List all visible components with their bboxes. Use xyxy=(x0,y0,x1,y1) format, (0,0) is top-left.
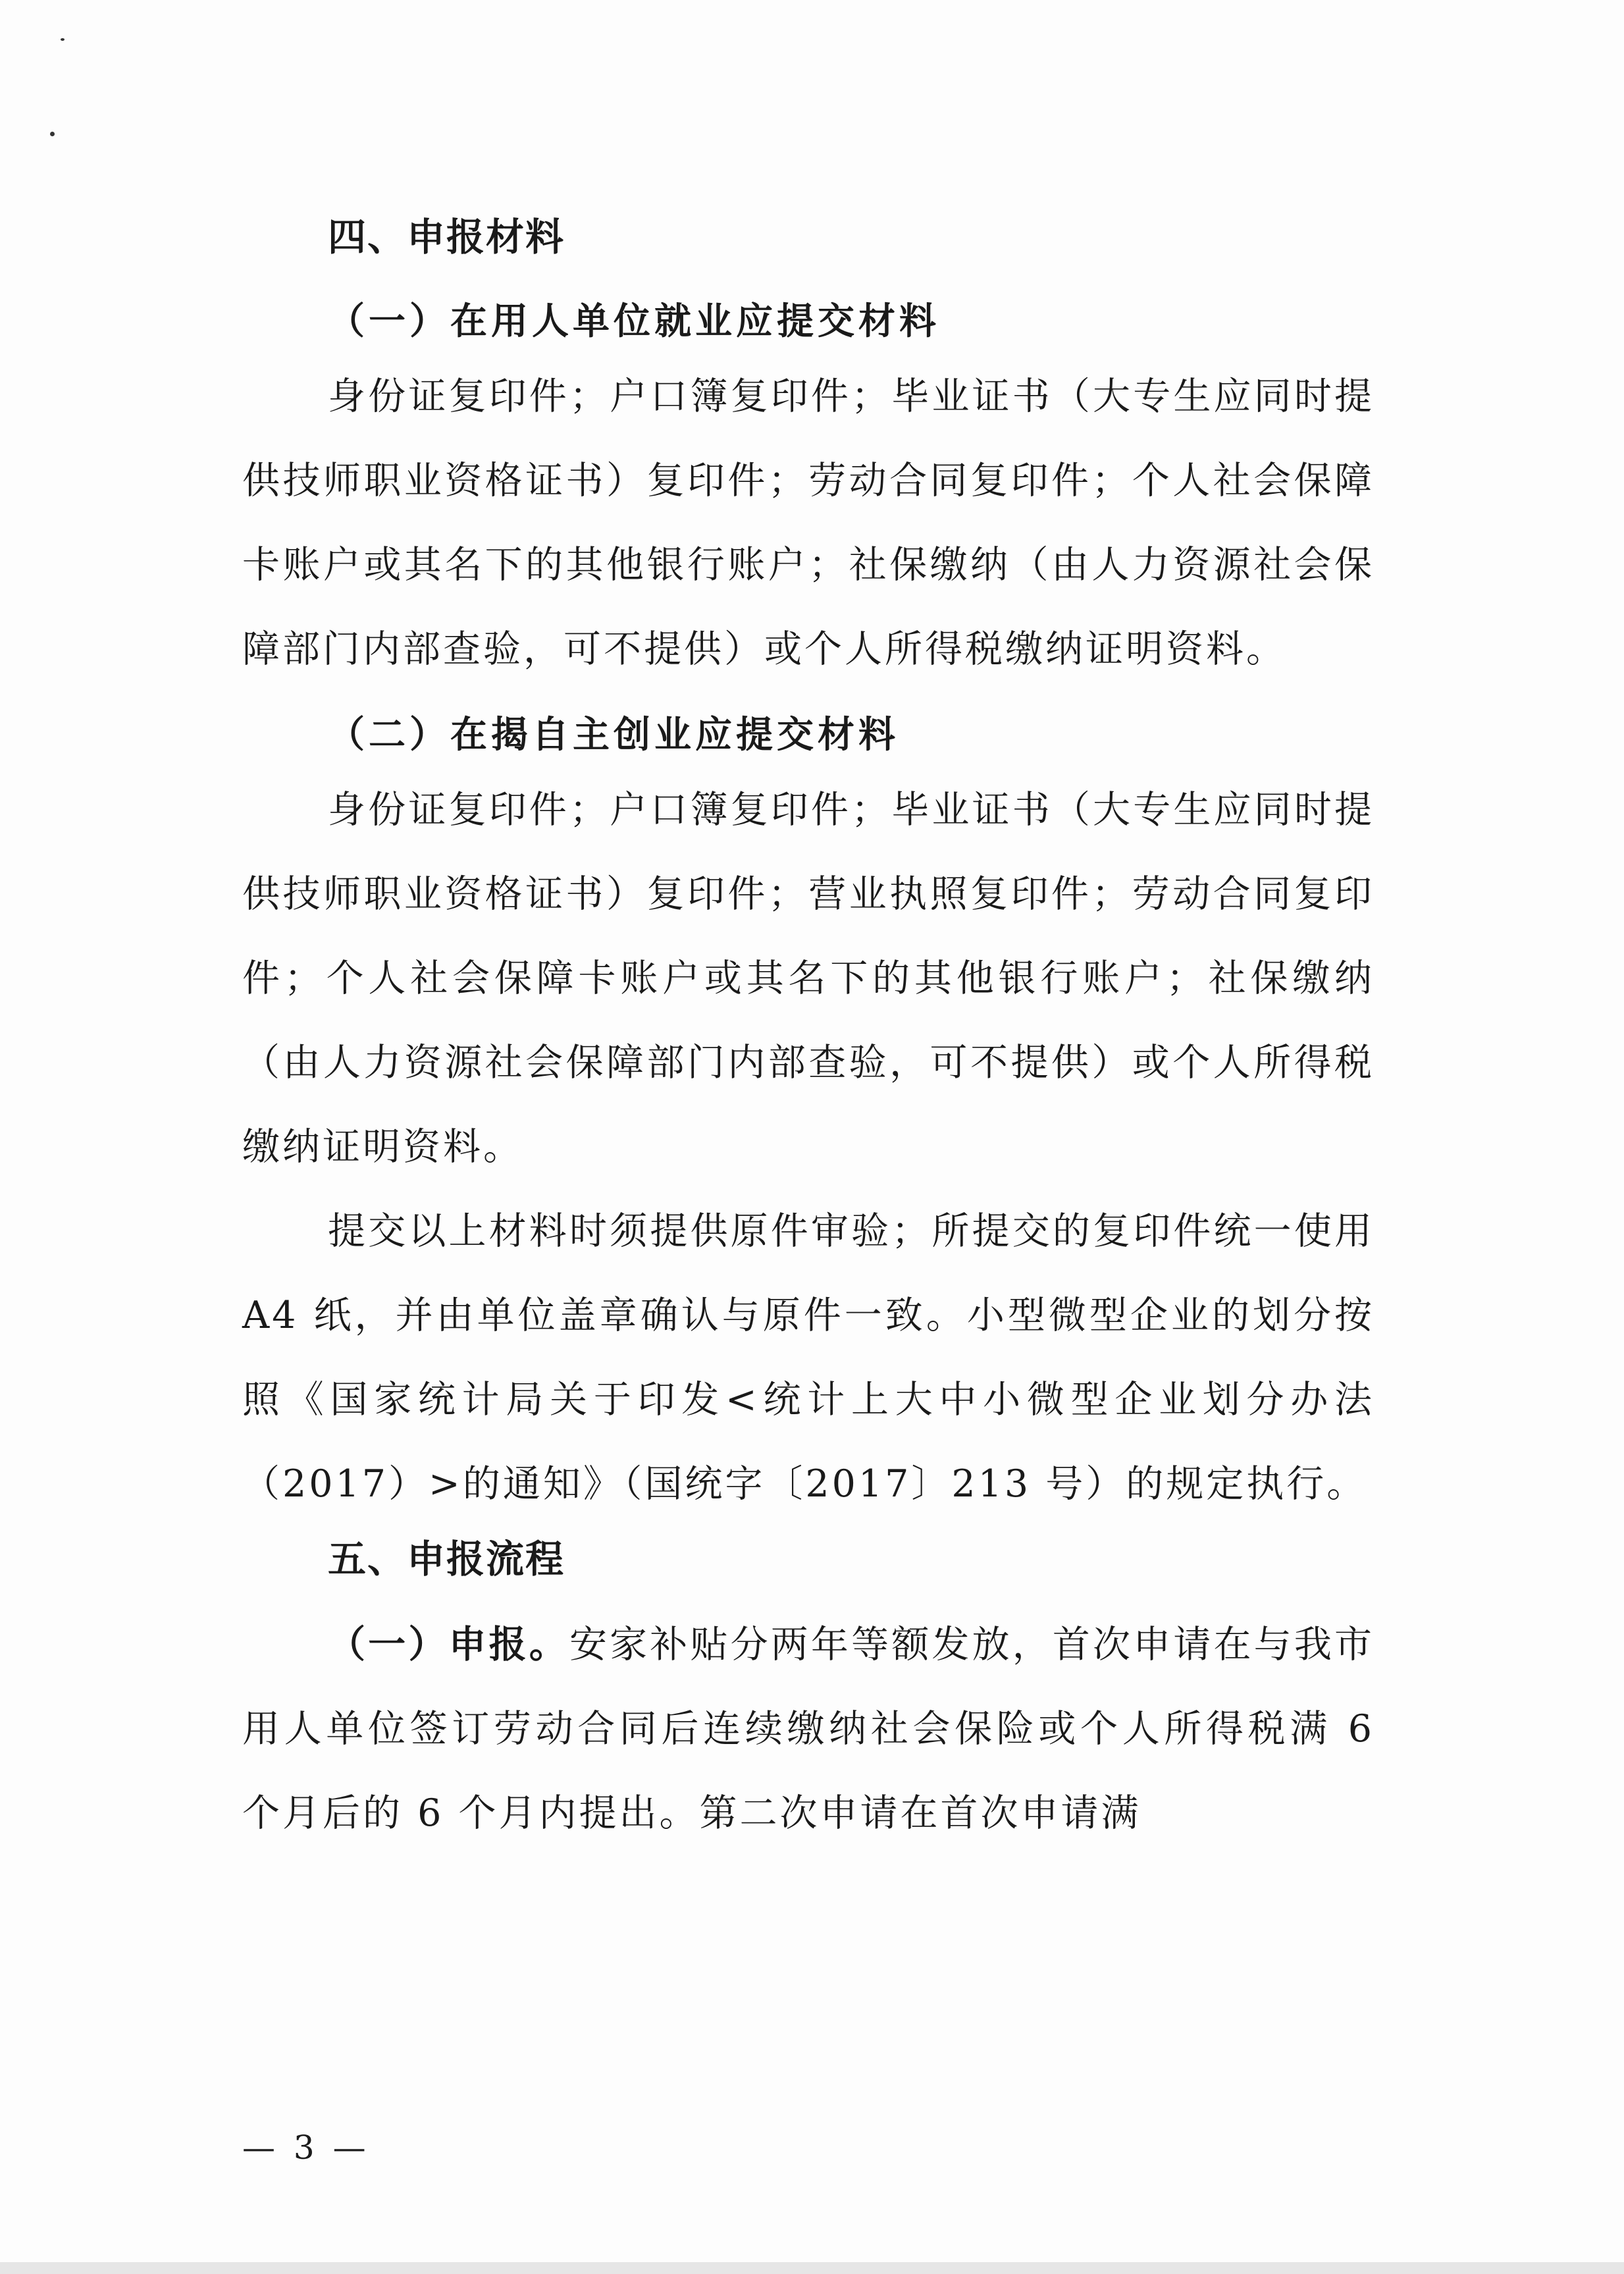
document-body xyxy=(242,217,1375,1855)
scan-speck xyxy=(50,132,55,136)
page-number: — 3 — xyxy=(242,2129,370,2167)
subsection-heading: （一）在用人单位就业应提交材料 xyxy=(328,300,940,343)
scan-speck xyxy=(61,38,65,41)
paragraph-lead: （一）申报。 xyxy=(328,1622,569,1666)
paragraph: 身份证复印件；户口簿复印件；毕业证书（大专生应同时提供技师职业资格证书）复印件；营业执照复印件；劳动合同复印件；个人社会保障卡账户或其名下的其他银行账户；社保缴纳（由人力资源社会保障部门内部查验，可不提供）或个人所得税缴纳证明资料。 xyxy=(242,788,1375,1169)
scan-edge xyxy=(0,2262,1624,2274)
subsection-heading: （二）在揭自主创业应提交材料 xyxy=(328,713,899,756)
paragraph: 身份证复印件；户口簿复印件；毕业证书（大专生应同时提供技师职业资格证书）复印件；劳动合同复印件；个人社会保障卡账户或其名下的其他银行账户；社保缴纳（由人力资源社会保障部门内部查验，可不提供）或个人所得税缴纳证明资料。 xyxy=(242,375,1375,671)
section-heading: 四、申报材料 xyxy=(328,215,565,259)
paragraph-text: 安家补贴分两年等额发放，首次申请在与我市用人单位签订劳动合同后连续缴纳社会保险或个人所得税满 6 个月后的 6 个月内提出。第二次申请在首次申请满 xyxy=(242,1623,1375,1835)
section-heading: 五、申报流程 xyxy=(328,1537,565,1581)
paragraph xyxy=(242,1602,1375,1855)
paragraph: 提交以上材料时须提供原件审验；所提交的复印件统一使用 A4 纸，并由单位盖章确认与原件一致。小型微型企业的划分按照《国家统计局关于印发<统计上大中小微型企业划分办法（2017）>的通知》（国统字〔2017〕213 号）的规定执行。 xyxy=(242,1209,1375,1506)
